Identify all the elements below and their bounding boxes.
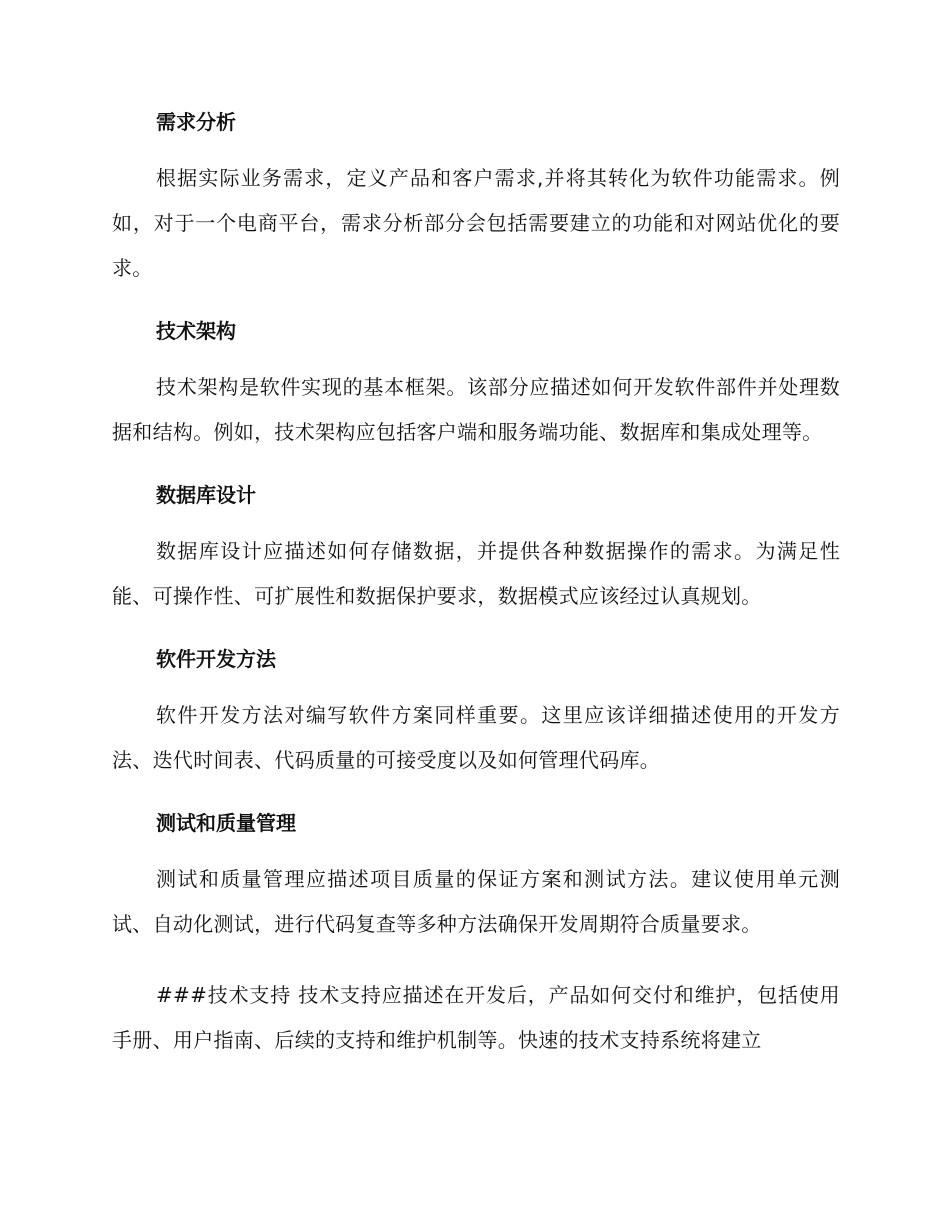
section-heading: 软件开发方法 — [156, 647, 276, 671]
section-paragraph: 软件开发方法对编写软件方案同样重要。这里应该详细描述使用的开发方法、迭代时间表、代码质量的可接受度以及如何管理代码库。 — [112, 703, 840, 772]
section-paragraph: 测试和质量管理应描述项目质量的保证方案和测试方法。建议使用单元测试、自动化测试，进行代码复查等多种方法确保开发周期符合质量要求。 — [112, 867, 840, 936]
document-page — [112, 108, 840, 1089]
section-heading: 测试和质量管理 — [156, 811, 296, 835]
technical-support-paragraph: ###技术支持 技术支持应描述在开发后，产品如何交付和维护，包括使用手册、用户指南、后续的支持和维护机制等。快速的技术支持系统将建立 — [112, 983, 840, 1052]
section-heading: 技术架构 — [156, 319, 236, 343]
section-database-design — [112, 481, 840, 619]
section-paragraph: 数据库设计应描述如何存储数据，并提供各种数据操作的需求。为满足性能、可操作性、可扩展性和数据保护要求，数据模式应该经过认真规划。 — [112, 539, 840, 608]
section-requirements-analysis — [112, 108, 840, 291]
section-technical-architecture — [112, 317, 840, 455]
section-paragraph: 技术架构是软件实现的基本框架。该部分应描述如何开发软件部件并处理数据和结构。例如，技术架构应包括客户端和服务端功能、数据库和集成处理等。 — [112, 375, 840, 444]
section-testing-quality — [112, 809, 840, 947]
section-heading: 数据库设计 — [156, 483, 256, 507]
section-heading: 需求分析 — [156, 110, 236, 134]
section-paragraph: 根据实际业务需求，定义产品和客户需求,并将其转化为软件功能需求。例如，对于一个电商平台，需求分析部分会包括需要建立的功能和对网站优化的要求。 — [112, 166, 840, 280]
section-development-method — [112, 645, 840, 783]
